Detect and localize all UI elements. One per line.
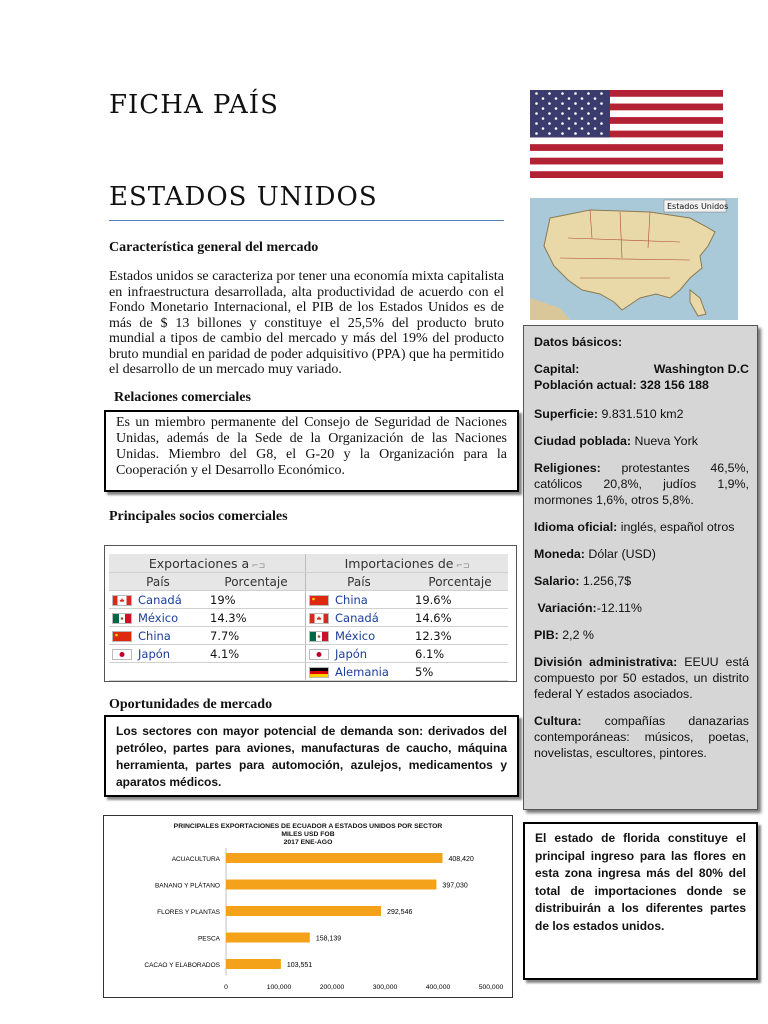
export-col-pct: Porcentaje xyxy=(207,573,306,591)
import-pais-cell xyxy=(306,663,413,681)
idioma-label: Idioma oficial: xyxy=(534,520,618,534)
import-pct: 14.6% xyxy=(415,610,452,625)
export-pct-cell xyxy=(207,663,306,681)
import-pct: 5% xyxy=(415,664,434,679)
religiones-label: Religiones: xyxy=(534,461,601,475)
import-pct: 19.6% xyxy=(415,592,452,607)
salario-value: 1.256,7$ xyxy=(582,574,632,588)
chart-tick-label: 0 xyxy=(224,984,228,991)
export-header: Exportaciones a ⌐⊐ xyxy=(109,554,306,573)
datos-basicos-panel xyxy=(523,325,758,810)
export-pais-cell xyxy=(109,645,207,663)
exports-chart-svg xyxy=(104,816,512,997)
import-pais-cell xyxy=(306,645,413,663)
export-pct-cell xyxy=(207,591,306,609)
china-flag-icon xyxy=(309,595,329,606)
chart-bar xyxy=(226,880,436,890)
export-pais: China xyxy=(138,628,171,643)
pib-label: PIB: xyxy=(534,628,559,642)
socios-table xyxy=(109,554,508,681)
cultura-value: compañías danazarias contemporáneas: músicos, poetas, novelistas, escultores, pintores. xyxy=(534,714,749,760)
title-divider xyxy=(109,220,504,221)
import-pais: México xyxy=(335,628,376,643)
chart-category-label: FLORES Y PLANTAS xyxy=(157,909,220,916)
map-label: Estados Unidos xyxy=(667,202,729,211)
page-title: FICHA PAÍS xyxy=(109,90,279,120)
chart-category-label: CACAO Y ELABORADOS xyxy=(144,962,220,969)
mexico-flag-icon xyxy=(309,631,329,642)
chart-value-label: 397,030 xyxy=(442,882,468,890)
chart-subtitle-2: 2017 ENE-AGO xyxy=(283,839,333,846)
usa-map xyxy=(530,198,738,320)
superficie-value: 9.831.510 km2 xyxy=(601,407,684,421)
oportunidades-heading: Oportunidades de mercado xyxy=(109,697,273,712)
chart-value-label: 292,546 xyxy=(387,909,413,916)
religiones-value: protestantes 46,5%, católicos 20,8%, judíos 1,9%, mormones 1,6%, otros 5,8%. xyxy=(534,461,749,507)
export-pais-cell xyxy=(109,663,207,681)
chart-bar xyxy=(226,906,381,916)
import-pct-cell xyxy=(412,627,508,645)
pib-value: 2,2 % xyxy=(562,628,594,642)
import-pct-cell xyxy=(412,609,508,627)
socios-heading: Principales socios comerciales xyxy=(109,509,288,524)
import-pct-cell xyxy=(412,663,508,681)
import-pct: 12.3% xyxy=(415,628,452,643)
socios-row xyxy=(109,627,508,645)
chart-subtitle: MILES USD FOB xyxy=(281,831,335,838)
japan-flag-icon xyxy=(309,649,329,660)
socios-table-frame xyxy=(104,545,517,682)
relaciones-text: Es un miembro permanente del Consejo de Seguridad de Naciones Unidas, además de la Sede de la Organización de las Naciones Unidas. Miembro del G8, el G-20 y la Organización para la Cooperación y el Desarrollo Económico. xyxy=(116,415,507,478)
idioma-value: inglés, español otros xyxy=(620,520,735,534)
chart-value-label: 408,420 xyxy=(448,856,474,863)
socios-row xyxy=(109,645,508,663)
relaciones-heading: Relaciones comerciales xyxy=(114,390,251,405)
export-pais: México xyxy=(138,610,179,625)
import-col-pais: País xyxy=(306,573,413,591)
ciudad-value: Nueva York xyxy=(634,434,698,448)
chart-bar xyxy=(226,959,281,969)
chart-tick-label: 100,000 xyxy=(266,984,292,991)
florida-text: El estado de florida constituye el principal ingreso para las flores en esta zona ingresa más del 80% del total de importaciones donde se distribuirán a los diferentes partes de los estados unidos. xyxy=(535,831,746,933)
capital-label: Capital: xyxy=(534,362,580,376)
import-pais: Alemania xyxy=(335,664,389,679)
chart-bar xyxy=(226,933,310,943)
export-pais-cell xyxy=(109,627,207,645)
chart-value-label: 103,551 xyxy=(286,962,313,969)
moneda-label: Moneda: xyxy=(534,547,585,561)
variacion-label: Variación: xyxy=(537,601,597,615)
import-pct-cell xyxy=(412,591,508,609)
salario-label: Salario: xyxy=(534,574,580,588)
export-pct-cell xyxy=(207,645,306,663)
superficie-label: Superficie: xyxy=(534,407,599,421)
chart-tick-label: 200,000 xyxy=(319,984,345,991)
chart-value-label: 158,139 xyxy=(315,935,342,943)
chart-tick-label: 500,000 xyxy=(478,984,504,991)
import-pais: Japón xyxy=(335,646,368,661)
capital-value: Washington D.C xyxy=(653,362,749,376)
exports-chart xyxy=(103,815,513,998)
ciudad-label: Ciudad poblada: xyxy=(534,434,632,448)
export-pais-cell xyxy=(109,609,207,627)
florida-box xyxy=(523,822,758,980)
import-pais: China xyxy=(335,592,368,607)
mercado-heading: Característica general del mercado xyxy=(109,240,319,255)
import-pais-cell xyxy=(306,591,413,609)
socios-row xyxy=(109,663,508,681)
variacion-value: -12.11% xyxy=(596,601,642,615)
chart-title: PRINCIPALES EXPORTACIONES DE ECUADOR A ESTADOS UNIDOS POR SECTOR xyxy=(173,823,443,830)
japan-flag-icon xyxy=(112,649,132,660)
datos-title: Datos básicos: xyxy=(534,335,623,349)
chart-category-label: ACUACULTURA xyxy=(171,856,220,863)
oportunidades-box xyxy=(104,715,519,797)
socios-row xyxy=(109,591,508,609)
chart-tick-label: 400,000 xyxy=(425,984,451,991)
relaciones-box xyxy=(104,410,519,492)
import-col-pct: Porcentaje xyxy=(412,573,508,591)
poblacion-value: 328 156 188 xyxy=(640,378,709,392)
import-header: Importaciones de ⌐⊐ xyxy=(306,554,509,573)
import-pct-cell xyxy=(412,645,508,663)
import-pais: Canadá xyxy=(335,610,379,625)
division-label: División administrativa: xyxy=(534,655,678,669)
mercado-text: Estados unidos se caracteriza por tener una economía mixta capitalista en infraestructura desarrollada, alta productividad de acuerdo con el Fondo Monetario Internacional, el PIB de los Estados Unidos es de más de $ 13 billones y constituye el 25,5% del producto bruto mundial a tipos de cambio del mercado y más del 19% del producto bruto mundial en paridad de poder adquisitivo (PPA) que ha permitido el desarrollo de un mercado muy variado. xyxy=(109,269,504,377)
export-pais-cell xyxy=(109,591,207,609)
import-pais-cell xyxy=(306,609,413,627)
china-flag-icon xyxy=(112,631,132,642)
import-pais-cell xyxy=(306,627,413,645)
export-pct: 14.3% xyxy=(210,610,247,625)
oportunidades-text: Los sectores con mayor potencial de demanda son: derivados del petróleo, partes para aviones, manufacturas de caucho, máquina herramienta, partes para automoción, azulejos, medicamentos y aparatos médicos. xyxy=(116,724,507,789)
mexico-flag-icon xyxy=(112,613,132,624)
export-pais: Japón xyxy=(138,646,171,661)
chart-category-label: PESCA xyxy=(197,935,220,943)
cultura-label: Cultura: xyxy=(534,714,582,728)
division-value: EEUU está compuesto por 50 estados, un distrito federal Y estados asociados. xyxy=(534,655,749,701)
country-title: ESTADOS UNIDOS xyxy=(109,182,378,212)
chart-tick-label: 300,000 xyxy=(372,984,398,991)
socios-row xyxy=(109,609,508,627)
export-pct-cell xyxy=(207,609,306,627)
canada-flag-icon xyxy=(112,595,132,606)
export-pct-cell xyxy=(207,627,306,645)
export-pct: 7.7% xyxy=(210,628,240,643)
usa-flag xyxy=(530,90,723,178)
canada-flag-icon xyxy=(309,613,329,624)
export-col-pais: País xyxy=(109,573,207,591)
export-pct: 4.1% xyxy=(210,646,240,661)
germany-flag-icon xyxy=(309,667,329,678)
export-pct: 19% xyxy=(210,592,236,607)
poblacion-label: Población actual: xyxy=(534,378,637,392)
export-pais: Canadá xyxy=(138,592,182,607)
chart-category-label: BANANO Y PLÁTANO xyxy=(154,882,220,890)
moneda-value: Dólar (USD) xyxy=(588,547,656,561)
import-pct: 6.1% xyxy=(415,646,445,661)
chart-bar xyxy=(226,853,443,863)
